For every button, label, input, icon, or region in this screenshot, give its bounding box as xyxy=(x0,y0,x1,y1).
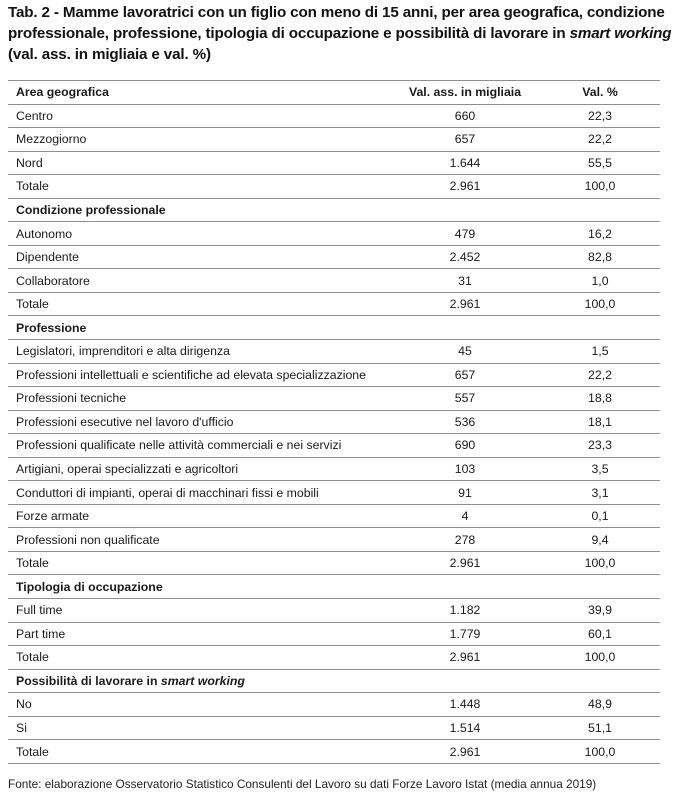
section-condizione xyxy=(8,198,660,222)
table-row xyxy=(8,434,660,458)
row-label: Professioni intellettuali e scientifiche ad elevata specializzazione xyxy=(8,363,390,387)
row-pct-value: 18,8 xyxy=(540,387,660,411)
table-row xyxy=(8,599,660,623)
row-label: Totale xyxy=(8,646,390,670)
row-label: No xyxy=(8,693,390,717)
row-pct-value: 100,0 xyxy=(540,740,660,764)
row-label: Totale xyxy=(8,292,390,316)
table-total-row xyxy=(8,551,660,575)
row-label: Collaboratore xyxy=(8,269,390,293)
table-total-row xyxy=(8,740,660,764)
table-total-row xyxy=(8,292,660,316)
row-abs-value: 1.448 xyxy=(390,693,540,717)
column-header-pct: Val. % xyxy=(540,81,660,105)
row-label: Mezzogiorno xyxy=(8,128,390,152)
table-total-row xyxy=(8,646,660,670)
row-label: Full time xyxy=(8,599,390,623)
table-row xyxy=(8,504,660,528)
table-row xyxy=(8,104,660,128)
section-heading xyxy=(8,316,660,340)
table-row xyxy=(8,245,660,269)
row-pct-value: 39,9 xyxy=(540,599,660,623)
row-abs-value: 660 xyxy=(390,104,540,128)
section-heading-text: Condizione professionale xyxy=(16,203,166,217)
section-heading-text: Professione xyxy=(16,320,87,335)
section-smart xyxy=(8,669,660,693)
row-label: Professioni esecutive nel lavoro d'ufficio xyxy=(8,410,390,434)
row-abs-value: 479 xyxy=(390,222,540,246)
section-heading-text: Possibilità di lavorare in xyxy=(16,673,161,688)
section-tipologia xyxy=(8,575,660,599)
row-pct-value: 22,2 xyxy=(540,128,660,152)
title-main: Tab. 2 - Mamme lavoratrici con un figlio con meno di 15 anni, per area geografica, condizione professionale, professione, tipologia di occupazione e possibilità di lavorare in xyxy=(8,4,665,42)
section-heading-text: Tipologia di occupazione xyxy=(16,579,163,594)
row-pct-value: 1,0 xyxy=(540,269,660,293)
row-pct-value: 82,8 xyxy=(540,245,660,269)
table-row xyxy=(8,528,660,552)
row-label: Professioni qualificate nelle attività commerciali e nei servizi xyxy=(8,434,390,458)
row-label: Centro xyxy=(8,104,390,128)
table-row xyxy=(8,128,660,152)
row-abs-value: 103 xyxy=(390,457,540,481)
section-heading xyxy=(8,198,660,222)
row-label: Totale xyxy=(8,175,390,199)
row-abs-value: 1.644 xyxy=(390,151,540,175)
table-row xyxy=(8,622,660,646)
section-heading xyxy=(8,669,660,693)
row-pct-value: 100,0 xyxy=(540,292,660,316)
table-row xyxy=(8,410,660,434)
table-row xyxy=(8,693,660,717)
table-total-row xyxy=(8,175,660,199)
table-row xyxy=(8,481,660,505)
table-row xyxy=(8,716,660,740)
table-row xyxy=(8,269,660,293)
table-title xyxy=(8,2,673,65)
table-row xyxy=(8,222,660,246)
row-pct-value: 0,1 xyxy=(540,504,660,528)
row-label: Conduttori di impianti, operai di macchinari fissi e mobili xyxy=(8,481,390,505)
table-row xyxy=(8,151,660,175)
row-abs-value: 2.961 xyxy=(390,551,540,575)
row-abs-value: 1.514 xyxy=(390,716,540,740)
row-label: Dipendente xyxy=(8,245,390,269)
table-row xyxy=(8,340,660,364)
title-italic: smart working xyxy=(569,25,672,42)
row-pct-value: 3,5 xyxy=(540,457,660,481)
table-row xyxy=(8,363,660,387)
row-abs-value: 657 xyxy=(390,128,540,152)
row-pct-value: 18,1 xyxy=(540,410,660,434)
row-abs-value: 2.961 xyxy=(390,292,540,316)
row-abs-value: 4 xyxy=(390,504,540,528)
row-label: Nord xyxy=(8,151,390,175)
data-table xyxy=(8,80,660,764)
row-abs-value: 557 xyxy=(390,387,540,411)
row-pct-value: 16,2 xyxy=(540,222,660,246)
row-pct-value: 100,0 xyxy=(540,175,660,199)
table-body xyxy=(8,104,660,763)
row-pct-value: 22,2 xyxy=(540,363,660,387)
row-label: Autonomo xyxy=(8,222,390,246)
row-abs-value: 2.961 xyxy=(390,740,540,764)
row-abs-value: 91 xyxy=(390,481,540,505)
row-label: Legislatori, imprenditori e alta dirigenza xyxy=(8,340,390,364)
row-abs-value: 31 xyxy=(390,269,540,293)
row-label: Totale xyxy=(8,740,390,764)
row-pct-value: 55,5 xyxy=(540,151,660,175)
row-abs-value: 2.961 xyxy=(390,646,540,670)
table-row xyxy=(8,387,660,411)
row-pct-value: 100,0 xyxy=(540,551,660,575)
row-pct-value: 48,9 xyxy=(540,693,660,717)
row-abs-value: 45 xyxy=(390,340,540,364)
section-heading xyxy=(8,575,660,599)
row-abs-value: 278 xyxy=(390,528,540,552)
column-header-area: Area geografica xyxy=(8,81,390,105)
row-label: Totale xyxy=(8,551,390,575)
row-label: Professioni non qualificate xyxy=(8,528,390,552)
title-units: (val. ass. in migliaia e val. %) xyxy=(8,46,211,63)
section-professione xyxy=(8,316,660,340)
section-heading-italic: smart working xyxy=(160,673,245,688)
row-abs-value: 690 xyxy=(390,434,540,458)
row-abs-value: 536 xyxy=(390,410,540,434)
row-label: Professioni tecniche xyxy=(8,387,390,411)
row-abs-value: 1.779 xyxy=(390,622,540,646)
row-abs-value: 657 xyxy=(390,363,540,387)
column-header-abs: Val. ass. in migliaia xyxy=(390,81,540,105)
row-pct-value: 23,3 xyxy=(540,434,660,458)
row-pct-value: 22,3 xyxy=(540,104,660,128)
row-pct-value: 51,1 xyxy=(540,716,660,740)
row-label: Artigiani, operai specializzati e agricoltori xyxy=(8,457,390,481)
row-label: Forze armate xyxy=(8,504,390,528)
table-row xyxy=(8,457,660,481)
source-note: Fonte: elaborazione Osservatorio Statistico Consulenti del Lavoro su dati Forze Lavoro Istat (media annua 2019) xyxy=(8,777,597,791)
row-label: Si xyxy=(8,716,390,740)
row-pct-value: 100,0 xyxy=(540,646,660,670)
row-abs-value: 1.182 xyxy=(390,599,540,623)
row-abs-value: 2.961 xyxy=(390,175,540,199)
row-pct-value: 3,1 xyxy=(540,481,660,505)
row-pct-value: 9,4 xyxy=(540,528,660,552)
row-label: Part time xyxy=(8,622,390,646)
table-header-row xyxy=(8,81,660,105)
row-abs-value: 2.452 xyxy=(390,245,540,269)
row-pct-value: 60,1 xyxy=(540,622,660,646)
row-pct-value: 1,5 xyxy=(540,340,660,364)
